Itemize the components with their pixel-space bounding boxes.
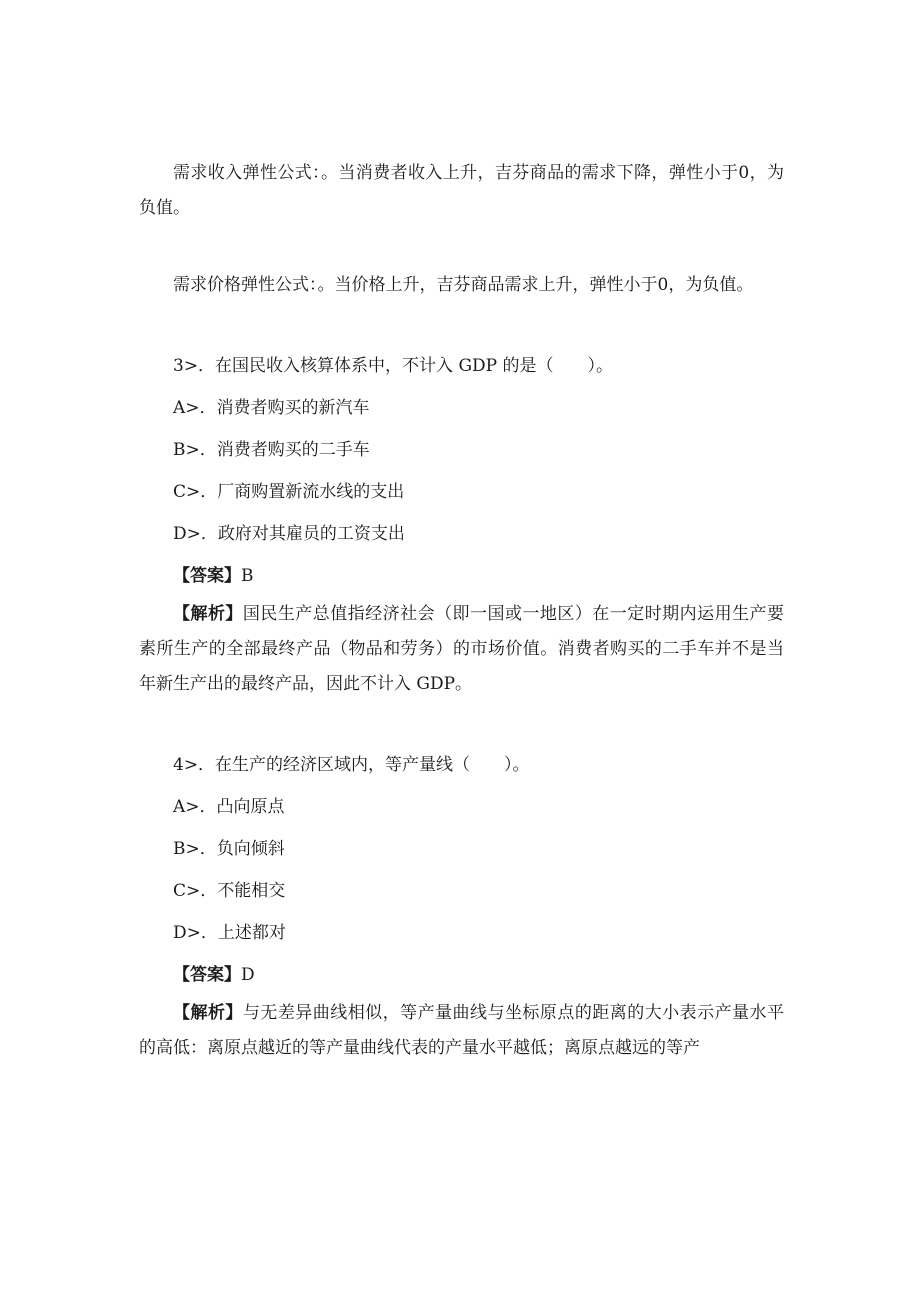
document-body [139, 156, 784, 1066]
answer-label: 【答案】 [173, 566, 241, 586]
answer-value: B [241, 566, 254, 586]
question-4-option-a: A>．凸向原点 [173, 797, 285, 817]
question-3-answer [139, 555, 784, 597]
price-elasticity-paragraph: 需求价格弹性公式：。当价格上升，吉芬商品需求上升，弹性小于0，为负值。 [173, 275, 754, 295]
question-3-option-c: C>．厂商购置新流水线的支出 [173, 482, 405, 502]
question-3-option-b: B>．消费者购买的二手车 [173, 440, 370, 460]
income-elasticity-paragraph: 需求收入弹性公式：。当消费者收入上升，吉芬商品的需求下降，弹性小于0，为负值。 [139, 163, 784, 218]
analysis-text: 国民生产总值指经济社会（即一国或一地区）在一定时期内运用生产要素所生产的全部最终产品（物品和劳务）的市场价值。消费者购买的二手车并不是当年新生产出的最终产品，因此不计入 GDP。 [139, 604, 785, 694]
spacer [139, 303, 784, 345]
question-4-analysis [139, 996, 784, 1066]
answer-value: D [241, 965, 255, 985]
question-3 [139, 345, 784, 702]
question-4-stem: 4>．在生产的经济区域内，等产量线（ ）。 [173, 755, 530, 775]
question-4-option-b: B>．负向倾斜 [173, 839, 285, 859]
question-4-option-d: D>．上述都对 [173, 923, 286, 943]
question-4-answer [139, 954, 784, 996]
question-3-stem: 3>．在国民收入核算体系中，不计入 GDP 的是（ ）。 [173, 356, 614, 376]
question-3-option-d: D>．政府对其雇员的工资支出 [173, 524, 405, 544]
analysis-label: 【解析】 [173, 1003, 243, 1023]
question-4 [139, 744, 784, 1066]
spacer [139, 702, 784, 744]
spacer [139, 226, 784, 268]
analysis-label: 【解析】 [173, 604, 243, 624]
question-3-option-a: A>．消费者购买的新汽车 [173, 398, 370, 418]
question-3-analysis [139, 597, 784, 702]
analysis-text: 与无差异曲线相似，等产量曲线与坐标原点的距离的大小表示产量水平的高低：离原点越近的等产量曲线代表的产量水平越低；离原点越远的等产 [139, 1003, 785, 1058]
answer-label: 【答案】 [173, 965, 241, 985]
question-4-option-c: C>．不能相交 [173, 881, 286, 901]
